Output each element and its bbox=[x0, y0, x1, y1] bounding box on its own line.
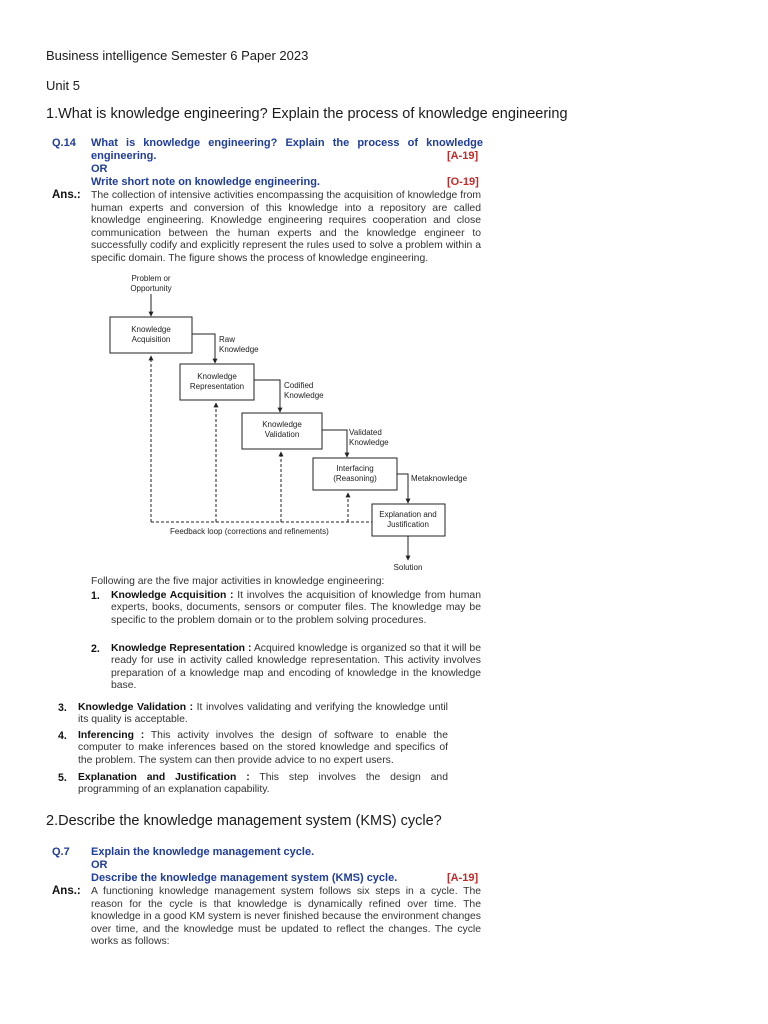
out1-line1: Raw bbox=[219, 335, 236, 344]
q7-ref-a19: [A-19] bbox=[447, 872, 479, 884]
q14-or: OR bbox=[91, 163, 108, 175]
activity-1 bbox=[111, 590, 481, 627]
unit-label: Unit 5 bbox=[46, 78, 80, 93]
box1-line1: Knowledge bbox=[131, 325, 171, 334]
knowledge-engineering-diagram bbox=[90, 268, 490, 572]
solution-label: Solution bbox=[393, 563, 423, 572]
label-problem-line2: Opportunity bbox=[130, 284, 172, 293]
box4-line1: Interfacing bbox=[336, 464, 374, 473]
out2-line1: Codified bbox=[284, 381, 314, 390]
box2-line2: Representation bbox=[189, 382, 245, 391]
q14-question-line1: What is knowledge engineering? Explain the process of knowledge bbox=[91, 137, 483, 149]
q14-alt-question: Write short note on knowledge engineering. bbox=[91, 176, 320, 188]
q14-number: Q.14 bbox=[52, 137, 76, 149]
box3-line2: Validation bbox=[264, 430, 300, 439]
q7-alt-question: Describe the knowledge management system (KMS) cycle. bbox=[91, 872, 398, 884]
activity-2-title: Knowledge Representation : bbox=[111, 643, 252, 654]
q14-question bbox=[91, 137, 483, 189]
activity-2-number: 2. bbox=[91, 643, 100, 655]
activity-1-number: 1. bbox=[91, 590, 100, 602]
activity-3-title: Knowledge Validation : bbox=[78, 702, 194, 713]
feedback-loop-label: Feedback loop (corrections and refinements) bbox=[170, 527, 329, 536]
activity-2 bbox=[111, 643, 481, 693]
activities-intro: Following are the five major activities in knowledge engineering: bbox=[91, 576, 385, 587]
activity-1-title: Knowledge Acquisition : bbox=[111, 590, 234, 601]
activity-5-title: Explanation and Justification : bbox=[78, 772, 250, 783]
box1-line2: Acquisition bbox=[131, 335, 171, 344]
out2-line2: Knowledge bbox=[284, 391, 324, 400]
box5-line1: Explanation and bbox=[379, 510, 437, 519]
activity-4-text: This activity involves the design of software to enable the computer to make inferences based on the stored knowledge and specifics of the problem. The system can then provide advice to no expert users. bbox=[78, 730, 448, 766]
activity-4-title: Inferencing : bbox=[78, 730, 145, 741]
activity-2-text: Acquired knowledge is organized so that it will be ready for use in activity called knowledge representation. This activity involves preparation of a knowledge map and encoding of knowledge in the knowledge base. bbox=[111, 643, 481, 692]
activity-4 bbox=[78, 730, 448, 767]
q7-ans-label: Ans.: bbox=[52, 885, 81, 897]
q7-question-text: Explain the knowledge management cycle. bbox=[91, 846, 315, 858]
out4-label: Metaknowledge bbox=[411, 474, 468, 483]
document-title: Business intelligence Semester 6 Paper 2023 bbox=[46, 48, 309, 63]
out3-line1: Validated bbox=[349, 428, 382, 437]
box4-line2: (Reasoning) bbox=[333, 474, 377, 483]
out1-line2: Knowledge bbox=[219, 345, 259, 354]
q14-ans-label: Ans.: bbox=[52, 189, 81, 201]
q14-ref-o19: [O-19] bbox=[447, 176, 479, 188]
question-2-heading: 2.Describe the knowledge management system (KMS) cycle? bbox=[46, 813, 442, 829]
q14-ref-a19: [A-19] bbox=[447, 150, 479, 162]
q14-answer: The collection of intensive activities encompassing the acquisition of knowledge from human experts and conversion of this knowledge into a repository are called knowledge engineering. Knowledge engineering requires cooperation and close communication between the human experts and the knowledge engineer to successfully codify and explicitly represent the rules used to solve a problem within a specific domain. The figure shows the process of knowledge engineering. bbox=[91, 190, 481, 264]
out3-line2: Knowledge bbox=[349, 438, 389, 447]
q7-question bbox=[91, 846, 483, 885]
activity-3 bbox=[78, 702, 448, 727]
label-problem-line1: Problem or bbox=[131, 274, 171, 283]
activity-3-text: It involves validating and verifying the knowledge until its quality is acceptable. bbox=[78, 702, 448, 726]
q14-question-line2: engineering. bbox=[91, 150, 157, 162]
activity-5 bbox=[78, 772, 448, 797]
box3-line1: Knowledge bbox=[262, 420, 302, 429]
q7-answer: A functioning knowledge management system follows six steps in a cycle. The reason for the cycle is that knowledge is dynamically refined over time. The knowledge in a good KM system is never finished because the environment changes over time, and the knowledge must be updated to reflect the changes. The cycle works as follows: bbox=[91, 886, 481, 948]
activity-3-number: 3. bbox=[58, 702, 67, 714]
activity-5-text: This step involves the design and programming of an explanation capability. bbox=[78, 772, 448, 796]
q7-or: OR bbox=[91, 859, 108, 871]
activity-4-number: 4. bbox=[58, 730, 67, 742]
box5-line2: Justification bbox=[387, 520, 429, 529]
q7-number: Q.7 bbox=[52, 846, 70, 858]
box2-line1: Knowledge bbox=[197, 372, 237, 381]
question-1-heading: 1.What is knowledge engineering? Explain the process of knowledge engineering bbox=[46, 106, 568, 122]
activity-5-number: 5. bbox=[58, 772, 67, 784]
activity-1-text: It involves the acquisition of knowledge from human experts, books, documents, sensors or computer files. The knowledge may be specific to the problem domain or to the problem solving procedures. bbox=[111, 590, 481, 626]
